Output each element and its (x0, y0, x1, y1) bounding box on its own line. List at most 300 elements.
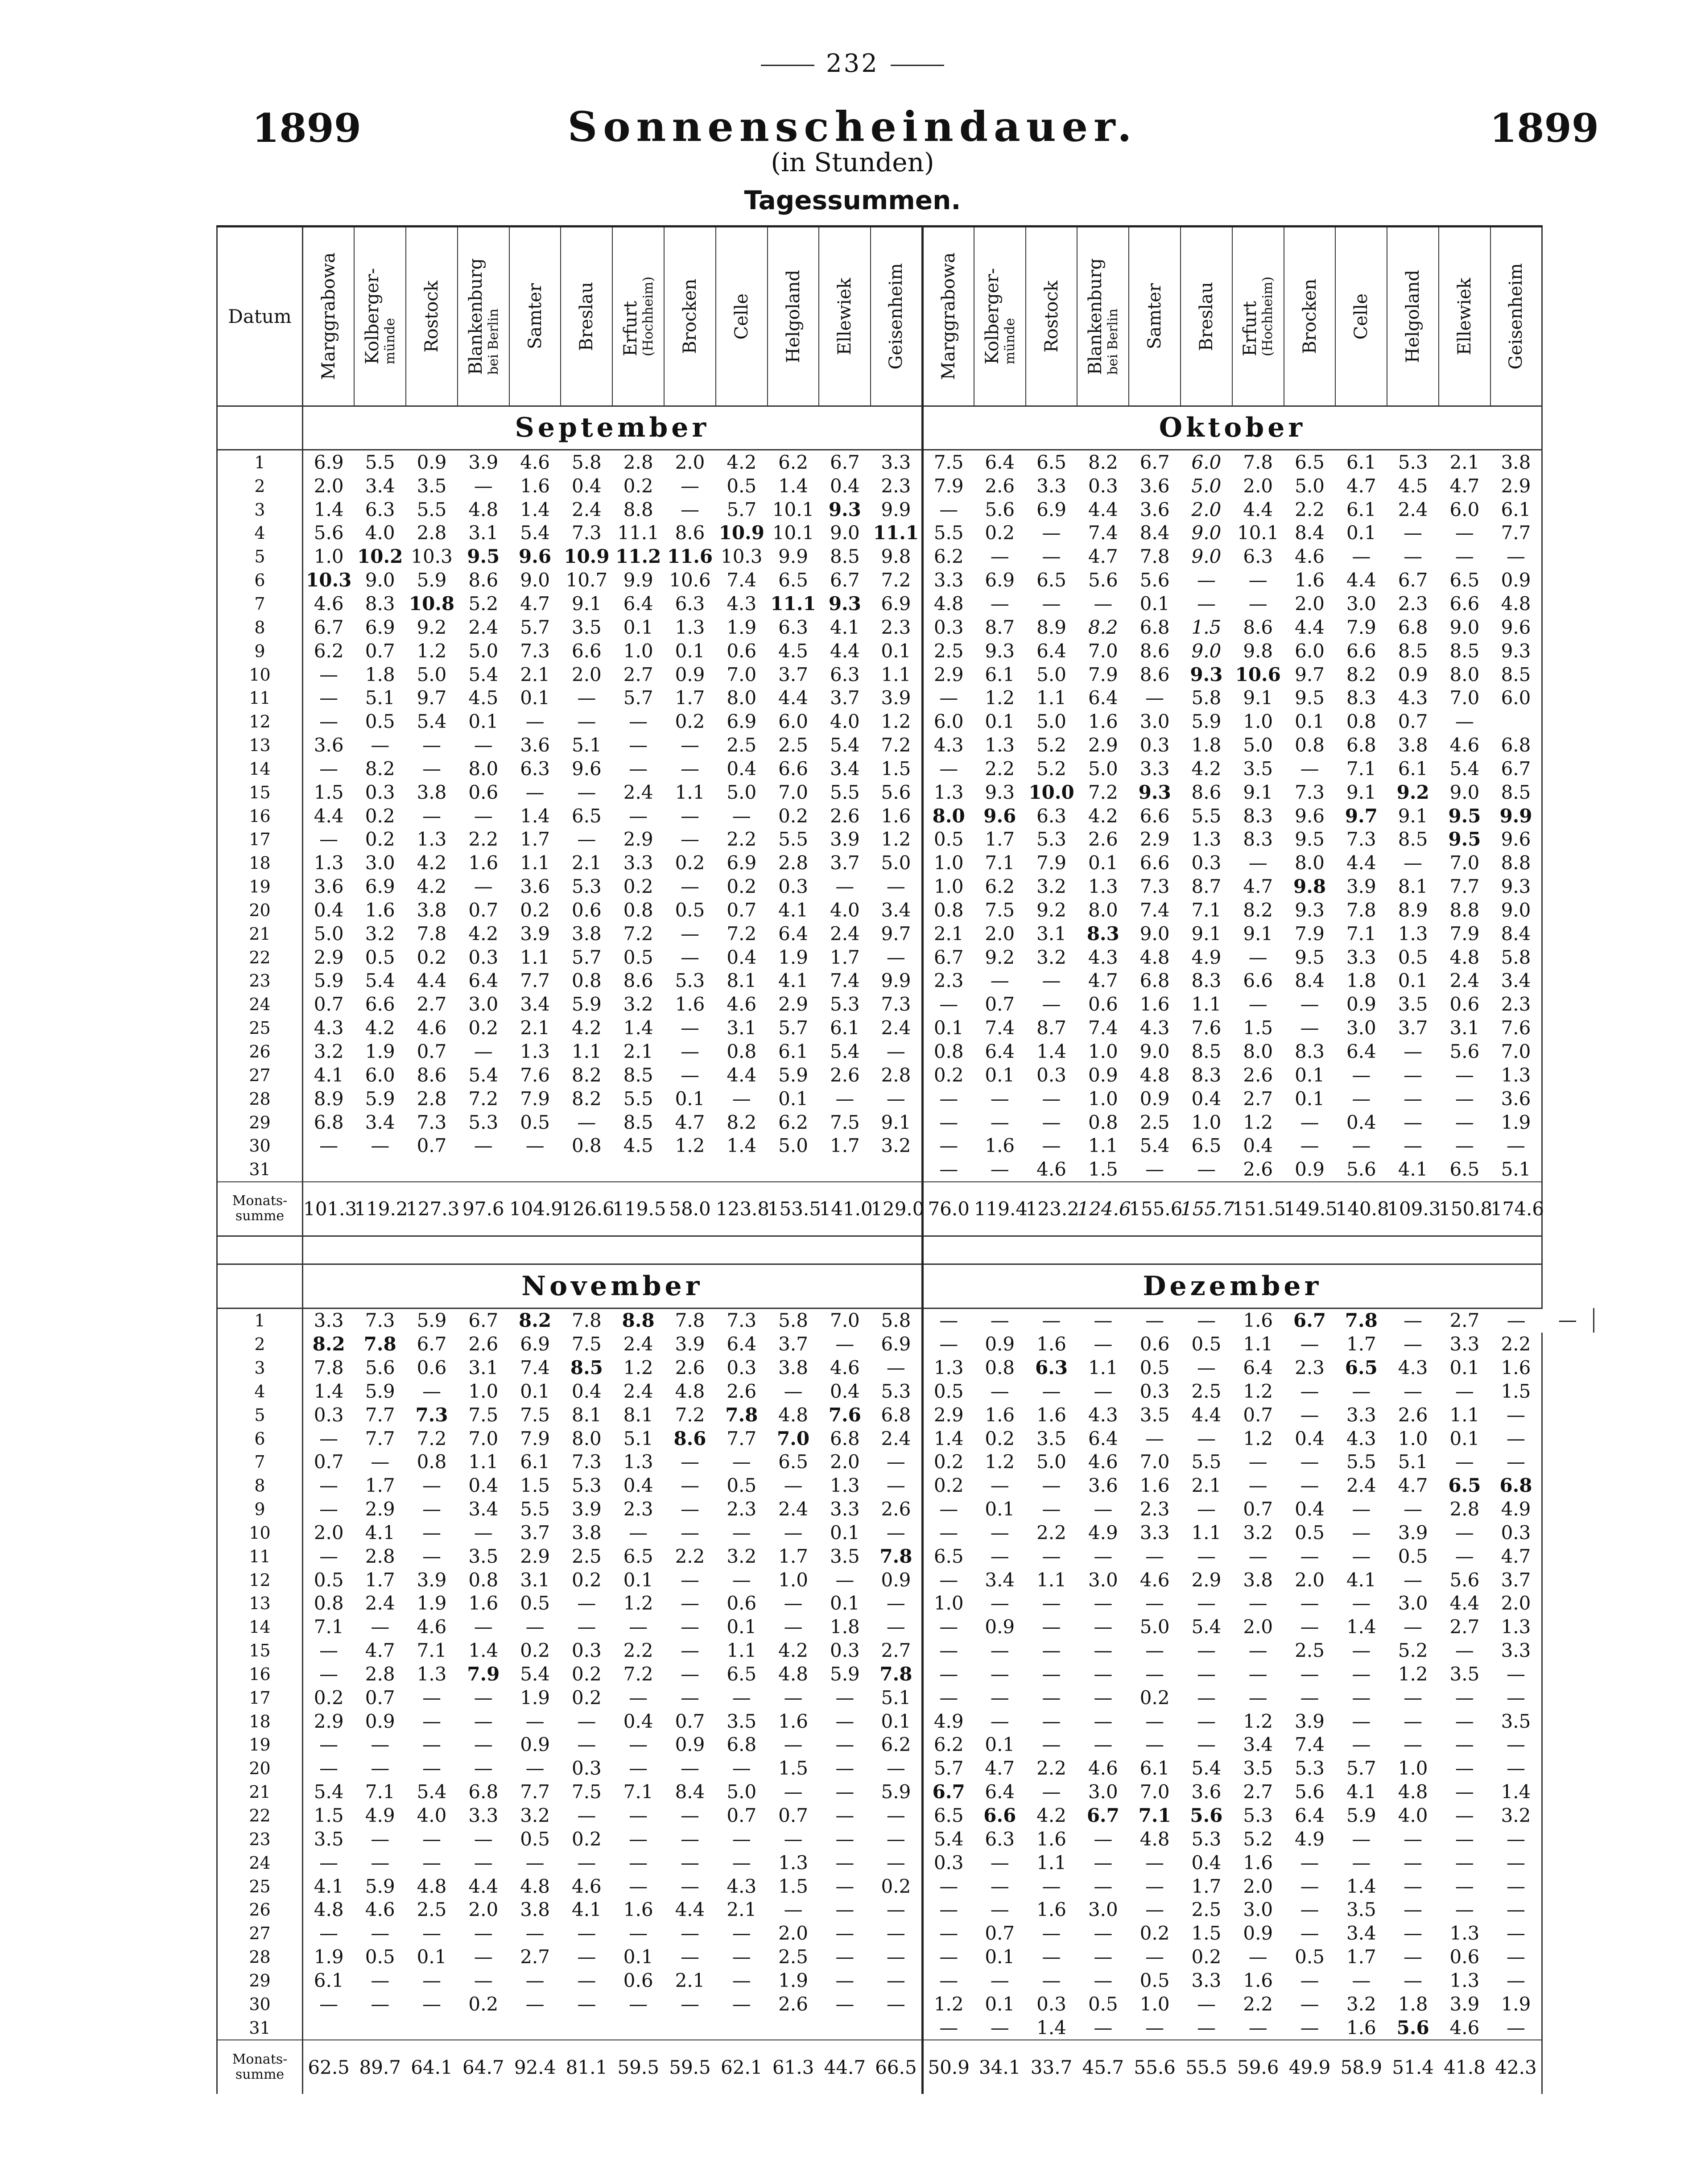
station-name (886, 263, 906, 370)
value-cell: — (835, 1710, 855, 1732)
value-cell: 7.0 (1139, 1781, 1170, 1803)
table-row (217, 1087, 1594, 1111)
value-cell: 1.3 (830, 1474, 860, 1497)
value-cell: — (1197, 592, 1216, 615)
table-row (217, 899, 1594, 922)
value-cell: 0.1 (520, 687, 550, 709)
value-cell: 7.2 (623, 922, 653, 945)
value-cell: 3.8 (1490, 450, 1542, 475)
value-cell: 0.7 (727, 1804, 757, 1827)
value-cell: — (1490, 2016, 1542, 2040)
station-name (938, 252, 959, 380)
value-cell: 1.6 (1139, 1474, 1170, 1497)
value-cell: 4.0 (417, 1804, 447, 1827)
value-cell: 3.2 (1243, 1521, 1273, 1544)
value-cell: 1.6 (1036, 1333, 1066, 1355)
value-cell: — (784, 1899, 803, 1921)
value-cell: 0.6 (1449, 1946, 1480, 1968)
station-name (731, 293, 752, 340)
value-cell: 1.4 (520, 805, 550, 827)
value-cell: 6.8 (727, 1734, 757, 1756)
value-cell: — (474, 1616, 493, 1638)
table-row (217, 1040, 1594, 1064)
month-sum-cell: 58.0 (664, 1182, 716, 1236)
month-sum-cell: 123.8 (716, 1182, 768, 1236)
datum-cell: 3 (217, 1356, 303, 1380)
value-cell: — (1300, 1135, 1319, 1157)
value-cell: 0.2 (727, 875, 757, 898)
value-cell: 4.7 (675, 1111, 705, 1133)
value-cell: 1.3 (933, 1356, 964, 1379)
datum-cell: 29 (217, 1969, 303, 1993)
value-cell (871, 2016, 922, 2040)
value-cell: 1.7 (365, 1474, 395, 1497)
station-name (525, 283, 545, 349)
value-cell: 2.8 (623, 451, 653, 473)
value-cell: 4.8 (1398, 1781, 1428, 1803)
value-cell (612, 1158, 664, 1182)
value-cell: — (1404, 852, 1423, 874)
value-cell: 5.7 (571, 946, 602, 968)
value-cell: 0.2 (623, 475, 653, 497)
station-header-blankenburg (1077, 227, 1129, 406)
value-cell: 0.6 (623, 1969, 653, 1991)
value-cell: — (1490, 1686, 1542, 1709)
value-cell: 8.3 (1086, 922, 1119, 945)
value-cell: 1.6 (871, 804, 922, 828)
value-cell: — (1197, 1498, 1216, 1520)
value-cell: 0.5 (365, 1946, 395, 1968)
month-sum-cell: 109.3 (1387, 1182, 1439, 1236)
value-cell: 8.7 (1191, 875, 1222, 898)
value-cell: — (939, 1946, 958, 1968)
value-cell: 2.0 (468, 1899, 499, 1921)
value-cell: 5.4 (1449, 757, 1480, 780)
value-cell (509, 1158, 561, 1182)
value-cell: 6.7 (830, 569, 860, 591)
month-sum-cell: 64.7 (458, 2040, 509, 2094)
value-cell: 4.3 (933, 734, 964, 756)
value-cell: 0.6 (571, 899, 602, 921)
value-cell: 5.6 (1088, 569, 1118, 591)
value-cell: 9.1 (871, 1111, 922, 1134)
value-cell: 4.7 (1490, 1544, 1542, 1568)
value-cell: — (371, 1969, 390, 1991)
value-cell: 3.6 (520, 734, 550, 756)
value-cell: 8.6 (675, 522, 705, 544)
value-cell: — (871, 1851, 922, 1874)
value-cell: 6.6 (778, 757, 808, 780)
value-cell: — (990, 1639, 1009, 1662)
month-sum-cell: 44.7 (819, 2040, 871, 2094)
value-cell: — (1490, 1450, 1542, 1474)
station-label: Breslau (576, 281, 597, 351)
value-cell: 5.3 (1398, 451, 1428, 473)
value-cell: 4.6 (830, 1356, 860, 1379)
value-cell: 0.5 (520, 1111, 550, 1133)
value-cell: — (1145, 1710, 1164, 1732)
value-cell: — (422, 1474, 441, 1497)
value-cell: 6.2 (314, 640, 344, 662)
subheading: Tagessummen. (744, 185, 961, 215)
table-row (217, 1969, 1594, 1993)
value-cell: 4.9 (1490, 1498, 1542, 1521)
value-cell: 8.3 (1191, 970, 1222, 992)
station-sublabel: münde (382, 318, 398, 365)
value-cell: 2.5 (1295, 1639, 1325, 1662)
value-cell: 2.8 (417, 1087, 447, 1110)
value-cell: 7.5 (468, 1404, 499, 1426)
table-row (217, 969, 1594, 993)
value-cell: 1.5 (314, 781, 344, 803)
month-sum-label: Monats- summe (217, 2040, 303, 2094)
value-cell: 6.1 (520, 1451, 550, 1473)
value-cell: — (629, 1875, 648, 1897)
value-cell: 0.1 (675, 1087, 705, 1110)
value-cell (406, 2016, 458, 2040)
value-cell: — (1197, 1686, 1216, 1709)
month-sum-cell: 104.9 (509, 1182, 561, 1236)
value-cell: — (525, 781, 545, 803)
value-cell (303, 1158, 355, 1182)
table-row (217, 993, 1594, 1016)
value-cell: — (990, 1592, 1009, 1614)
value-cell: 0.8 (417, 1451, 447, 1473)
value-cell: 7.3 (871, 993, 922, 1016)
value-cell: 0.9 (417, 451, 447, 473)
station-label: Marggrabowa (318, 252, 339, 380)
value-cell: 1.7 (1346, 1946, 1376, 1968)
value-cell: 0.5 (623, 946, 653, 968)
value-cell: — (1404, 1087, 1423, 1110)
value-cell: 4.1 (1346, 1781, 1376, 1803)
value-cell: — (1248, 1545, 1267, 1567)
value-cell: 8.5 (623, 1064, 653, 1086)
datum-cell: 27 (217, 1922, 303, 1945)
value-cell: 1.2 (417, 640, 447, 662)
value-cell: — (1197, 1545, 1216, 1567)
value-cell: 1.6 (520, 475, 550, 497)
table-row (217, 1498, 1594, 1521)
station-header-erfurt (612, 227, 664, 406)
value-cell: — (1042, 1710, 1061, 1732)
value-cell: 9.0 (365, 569, 395, 591)
value-cell: 1.2 (1243, 1427, 1273, 1449)
value-cell (354, 2016, 406, 2040)
value-cell: 9.3 (1295, 899, 1325, 921)
value-cell: 7.7 (520, 1781, 550, 1803)
value-cell: — (371, 1451, 390, 1473)
value-cell: 1.9 (314, 1946, 344, 1968)
station-header-breslau (1181, 227, 1232, 406)
value-cell: — (1404, 1040, 1423, 1063)
value-cell: 5.4 (365, 970, 395, 992)
station-header-rostock (1026, 227, 1077, 406)
value-cell: 7.4 (1088, 522, 1118, 544)
value-cell: 1.6 (1295, 569, 1325, 591)
value-cell: 0.4 (1191, 1851, 1222, 1874)
value-cell: 2.7 (520, 1946, 550, 1968)
value-cell: 4.3 (727, 1875, 757, 1897)
value-cell: 5.4 (1191, 1616, 1222, 1638)
value-cell: — (835, 1993, 855, 2015)
value-cell: 7.1 (1191, 899, 1222, 921)
value-cell: 0.1 (985, 1993, 1015, 2015)
value-cell: 4.4 (314, 805, 344, 827)
value-cell: 9.1 (1243, 687, 1273, 709)
datum-cell: 2 (217, 474, 303, 498)
value-cell: 1.2 (675, 1135, 705, 1157)
value-cell: 2.5 (778, 1946, 808, 1968)
value-cell: 3.3 (830, 1498, 860, 1520)
value-cell: 0.1 (1139, 592, 1170, 615)
value-cell: 5.2 (1398, 1639, 1428, 1662)
value-cell: 5.0 (1036, 663, 1066, 685)
value-cell: 11.1 (871, 521, 922, 545)
value-cell: 2.0 (675, 451, 705, 473)
value-cell: — (732, 1087, 751, 1110)
value-cell: 6.1 (1346, 451, 1376, 473)
value-cell: — (1455, 1734, 1474, 1756)
table-row (217, 1639, 1594, 1663)
value-cell: 1.3 (314, 852, 344, 874)
value-cell: — (371, 1135, 390, 1157)
value-cell: 6.0 (933, 710, 964, 733)
value-cell: — (319, 1851, 339, 1874)
value-cell: — (990, 1663, 1009, 1685)
value-cell: — (1094, 1498, 1113, 1520)
value-cell: — (474, 1710, 493, 1732)
station-label: Erfurt (1240, 301, 1261, 356)
value-cell: — (1404, 1922, 1423, 1945)
value-cell: 0.1 (778, 1087, 808, 1110)
value-cell: 2.6 (778, 1993, 808, 2015)
value-cell (406, 1158, 458, 1182)
value-cell: — (422, 734, 441, 756)
station-name (620, 277, 656, 356)
value-cell: 1.0 (1398, 1427, 1428, 1449)
table-row (217, 1804, 1594, 1828)
month-blank (217, 1264, 303, 1309)
value-cell (768, 1158, 819, 1182)
value-cell: 2.6 (871, 1498, 922, 1521)
value-cell: 5.7 (778, 1017, 808, 1039)
value-cell: 1.3 (1088, 875, 1118, 898)
value-cell: — (1455, 1781, 1474, 1803)
value-cell: — (1300, 1899, 1319, 1921)
value-cell: 2.5 (933, 640, 964, 662)
value-cell: 6.6 (571, 640, 602, 662)
value-cell: 2.9 (933, 1404, 964, 1426)
value-cell: 4.6 (314, 592, 344, 615)
value-cell: 3.4 (1243, 1734, 1273, 1756)
value-cell: — (1094, 1969, 1113, 1991)
value-cell: — (1042, 1686, 1061, 1709)
value-cell: — (1042, 1946, 1061, 1968)
value-cell: — (871, 1474, 922, 1498)
value-cell: 1.0 (933, 852, 964, 874)
value-cell: — (680, 1804, 699, 1827)
datum-cell: 17 (217, 1686, 303, 1709)
month-sum-cell: 51.4 (1387, 2040, 1439, 2094)
datum-cell: 24 (217, 1851, 303, 1874)
value-cell: 6.3 (1036, 805, 1066, 827)
value-cell: 8.1 (571, 1404, 602, 1426)
value-cell: 1.8 (365, 663, 395, 685)
value-cell: 5.9 (365, 1380, 395, 1402)
value-cell: 6.0 (1449, 498, 1480, 520)
value-cell: — (835, 1333, 855, 1355)
value-cell: 10.1 (772, 498, 814, 520)
value-cell: 4.2 (727, 451, 757, 473)
value-cell: — (1042, 1135, 1061, 1157)
value-cell: 3.5 (1490, 1709, 1542, 1733)
value-cell: 7.6 (1490, 1016, 1542, 1040)
month-title-right: Oktober (922, 406, 1542, 450)
month-sum-cell: 174.6 (1490, 1182, 1542, 1236)
value-cell: 6.9 (727, 852, 757, 874)
value-cell: 2.7 (623, 663, 653, 685)
value-cell: — (871, 1592, 922, 1615)
value-cell: 2.7 (1243, 1087, 1273, 1110)
value-cell: — (1197, 1356, 1216, 1379)
value-cell: 7.4 (727, 569, 757, 591)
value-cell: — (939, 1498, 958, 1520)
value-cell: — (680, 734, 699, 756)
month-sum-row (217, 2040, 1594, 2094)
value-cell: 4.9 (365, 1804, 395, 1827)
value-cell: — (1352, 545, 1371, 568)
value-cell: — (835, 1875, 855, 1897)
value-cell: — (680, 1592, 699, 1614)
value-cell: 7.0 (1449, 852, 1480, 874)
value-cell: 3.4 (365, 475, 395, 497)
station-sublabel: bei Berlin (485, 308, 501, 375)
value-cell: — (1404, 1333, 1423, 1355)
value-cell: 0.5 (933, 828, 964, 850)
value-cell: 3.6 (314, 734, 344, 756)
value-cell: 0.1 (985, 710, 1015, 733)
value-cell: 2.0 (830, 1451, 860, 1473)
value-cell: 0.1 (985, 1064, 1015, 1086)
value-cell: 9.3 (985, 640, 1015, 662)
value-cell: — (629, 1922, 648, 1945)
datum-cell: 8 (217, 615, 303, 639)
value-cell: 4.2 (417, 875, 447, 898)
value-cell (458, 2016, 509, 2040)
value-cell: 7.1 (365, 1781, 395, 1803)
table-row (217, 1827, 1594, 1851)
value-cell: 2.0 (1191, 498, 1222, 520)
value-cell: 6.9 (871, 592, 922, 616)
value-cell: 7.0 (1449, 687, 1480, 709)
value-cell: — (1404, 1111, 1423, 1133)
value-cell: 6.8 (871, 1403, 922, 1427)
value-cell: 7.2 (468, 1087, 499, 1110)
value-cell: 4.7 (365, 1639, 395, 1662)
value-cell: 5.3 (675, 970, 705, 992)
datum-cell: 1 (217, 450, 303, 475)
value-cell: 6.5 (1295, 451, 1325, 473)
value-cell: — (577, 1851, 596, 1874)
value-cell: 3.4 (365, 1111, 395, 1133)
value-cell: — (1404, 1380, 1423, 1402)
value-cell: 6.6 (365, 993, 395, 1016)
station-label: Samter (1144, 283, 1165, 350)
value-cell: 7.6 (520, 1064, 550, 1086)
value-cell: — (319, 1922, 339, 1945)
subtitle: (in Stunden) (771, 147, 934, 178)
value-cell: — (1300, 2016, 1319, 2039)
value-cell: 6.4 (1036, 640, 1066, 662)
value-cell: — (474, 1757, 493, 1779)
station-header-ellewiek (1439, 227, 1490, 406)
value-cell: 1.9 (778, 1969, 808, 1991)
value-cell: 9.0 (1191, 522, 1222, 544)
table-row (217, 592, 1594, 616)
value-cell: 1.0 (468, 1380, 499, 1402)
value-cell: 8.9 (1398, 899, 1428, 921)
value-cell: 3.7 (1490, 1568, 1542, 1592)
value-cell: — (990, 1474, 1009, 1497)
value-cell: 3.7 (520, 1521, 550, 1544)
value-cell: 8.2 (1088, 616, 1118, 638)
value-cell: 1.3 (778, 1851, 808, 1874)
value-cell: — (629, 1616, 648, 1638)
value-cell: 7.9 (520, 1427, 550, 1449)
value-cell: 1.9 (1490, 1111, 1542, 1134)
station-label: Rostock (421, 280, 442, 353)
value-cell: — (1094, 1309, 1113, 1332)
value-cell: — (1248, 946, 1267, 968)
value-cell: 8.3 (1295, 1040, 1325, 1063)
value-cell: 2.3 (1490, 993, 1542, 1016)
value-cell: 0.2 (314, 1686, 344, 1709)
value-cell: — (1300, 1616, 1319, 1638)
value-cell: 6.3 (778, 616, 808, 638)
value-cell: — (629, 1804, 648, 1827)
value-cell: 4.7 (1449, 475, 1480, 497)
value-cell: — (1094, 1710, 1113, 1732)
value-cell: 0.7 (727, 899, 757, 921)
month-title-left: September (303, 406, 923, 450)
value-cell: 6.3 (985, 1828, 1015, 1850)
month-sum-cell: 76.0 (922, 1182, 974, 1236)
value-cell: 4.6 (1449, 2016, 1480, 2039)
value-cell: 1.9 (365, 1040, 395, 1063)
value-cell: 7.7 (727, 1427, 757, 1449)
value-cell: — (1248, 1451, 1267, 1473)
value-cell: 3.6 (1490, 1087, 1542, 1111)
value-cell: 0.7 (1398, 710, 1428, 733)
value-cell: — (871, 1969, 922, 1993)
value-cell: 3.2 (365, 922, 395, 945)
value-cell: 6.2 (985, 875, 1015, 898)
value-cell: — (871, 1827, 922, 1851)
datum-cell: 6 (217, 1427, 303, 1450)
value-cell: 1.6 (1490, 1356, 1542, 1380)
value-cell: 0.6 (1139, 1333, 1170, 1355)
station-label: Breslau (1196, 281, 1217, 351)
value-cell: 7.3 (520, 640, 550, 662)
value-cell: 5.7 (1346, 1757, 1376, 1779)
value-cell: — (835, 1087, 855, 1110)
value-cell: — (474, 1828, 493, 1850)
value-cell: 5.6 (1190, 1804, 1223, 1827)
datum-cell: 22 (217, 945, 303, 969)
value-cell: 2.4 (1398, 498, 1428, 520)
value-cell: — (1404, 1569, 1423, 1591)
